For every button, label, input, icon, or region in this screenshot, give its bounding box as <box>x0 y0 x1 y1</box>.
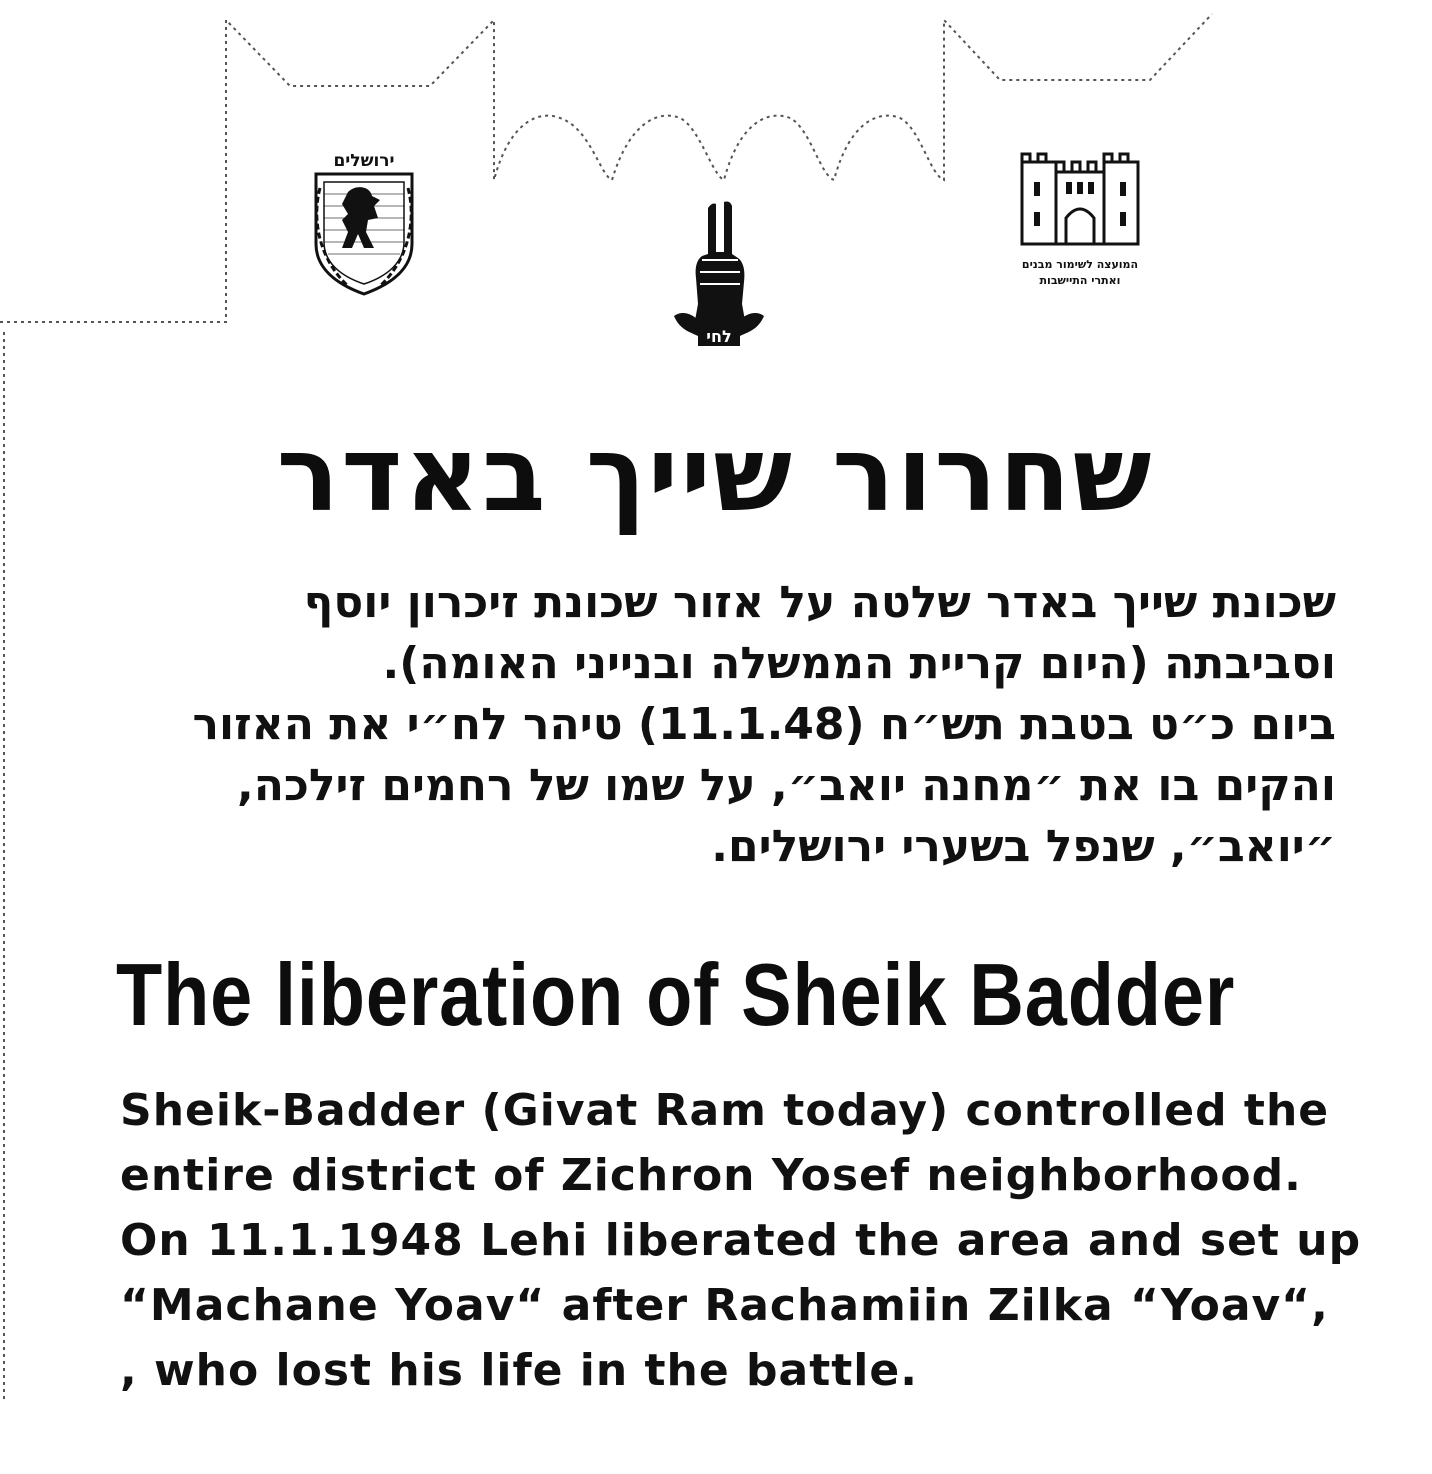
council-emblem-text-1: המועצה לשימור מבנים <box>1021 258 1139 271</box>
hebrew-line-1: שכונת שייך באדר שלטה על אזור שכונת זיכרון יוסף <box>303 577 1336 628</box>
hebrew-body <box>100 572 1336 877</box>
english-line-3: On 11.1.1948 Lehi liberated the area and set up <box>120 1215 1362 1266</box>
hebrew-line-4: והקים בו את ״מחנה יואב״, על שמו של רחמים זילכה, <box>237 760 1336 811</box>
english-title: The liberation of Sheik Badder <box>116 945 1236 1044</box>
jerusalem-emblem-text: ירושלים <box>333 151 395 171</box>
council-building-icon <box>1000 132 1160 288</box>
council-emblem-text-2: ואתרי התיישבות <box>1039 274 1121 287</box>
lehi-emblem-text: לחי <box>706 327 732 346</box>
english-line-4: “Machane Yoav“ after Rachamiin Zilka “Yoav“, <box>120 1280 1329 1331</box>
hebrew-line-5: ״יואב״, שנפל בשערי ירושלים. <box>711 821 1336 872</box>
english-line-5: , who lost his life in the battle. <box>120 1345 918 1396</box>
english-body <box>120 1078 1360 1403</box>
hebrew-line-3: ביום כ״ט בטבת תש״ח (11.1.48) טיהר לח״י את האזור <box>192 699 1336 750</box>
english-line-2: entire district of Zichron Yosef neighborhood. <box>120 1150 1302 1201</box>
hebrew-line-2: וסביבתה (היום קריית הממשלה ובנייני האומה). <box>382 638 1336 689</box>
lehi-hand-emblem-icon <box>672 198 766 350</box>
jerusalem-emblem-icon <box>308 148 420 296</box>
english-line-1: Sheik-Badder (Givat Ram today) controlled the <box>120 1085 1330 1136</box>
hebrew-title: שחרור שייך באדר <box>276 413 1154 535</box>
